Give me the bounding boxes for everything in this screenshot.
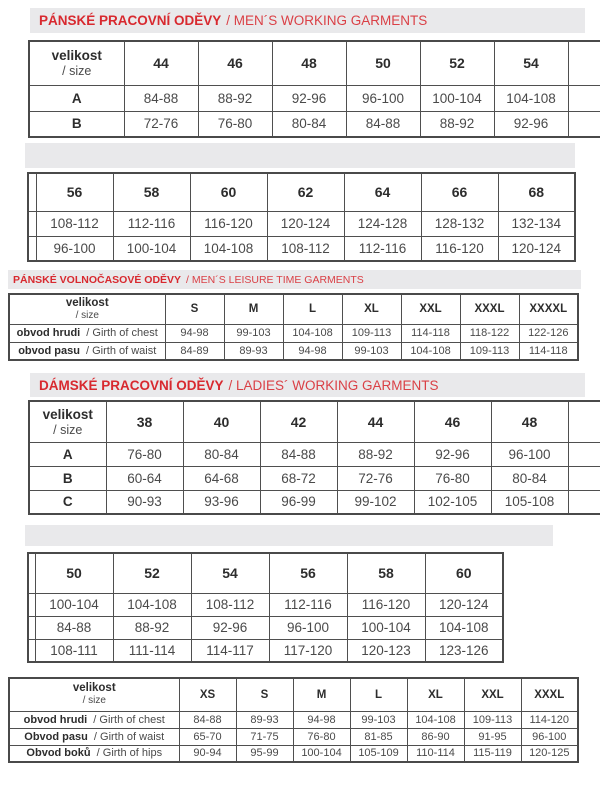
table-row-a [29,442,600,466]
corner-cell [29,401,106,442]
table-cell: L [350,678,407,711]
table-cell: 112-116 [344,236,421,261]
divider-band [25,525,553,546]
table-cell: 90-93 [106,490,183,514]
table-row-chest [9,711,578,728]
table-cell: 80-84 [272,111,346,137]
table-cell: 123-126 [425,639,503,662]
table-cell: XXXL [460,294,519,324]
table-cell: XXXL [521,678,578,711]
table-cell: XS [179,678,236,711]
row-label-english: / Girth of chest [93,713,165,726]
corner-velikost-label: velikost [65,296,109,309]
row-label-english: / Girth of hips [96,747,163,760]
size-header-row [28,553,503,593]
table-cell: 80-84 [183,442,260,466]
table-cell: 96-100 [36,236,113,261]
table-cell [568,85,600,111]
table-cell: 71-75 [236,728,293,745]
table-cell: 46 [414,401,491,442]
corner-velikost-label: velikost [42,406,93,422]
row-label-czech: obvod pasu [18,344,80,357]
table-cell: 111-114 [113,639,191,662]
table-cell: 94-98 [165,324,224,342]
table-cell: 72-76 [124,111,198,137]
table-cell: 64-68 [183,466,260,490]
row-label: B [29,111,124,137]
table-row-b [29,466,600,490]
table-cell: 96-100 [491,442,568,466]
section-title-czech: DÁMSKÉ PRACOVNÍ ODĚVY [39,377,224,393]
table-cell: 48 [272,41,346,85]
table-cell: 108-112 [267,236,344,261]
table-cell: 117-120 [269,639,347,662]
table-cell: 60-64 [106,466,183,490]
table-cell [568,490,600,514]
table-row-waist [9,728,578,745]
row-label [9,342,165,360]
row-label: A [29,85,124,111]
table-cell: 84-88 [260,442,337,466]
table-cell: 58 [113,173,190,211]
table-row-a [29,85,600,111]
table-cell: 40 [183,401,260,442]
table-cell: 68-72 [260,466,337,490]
size-table-mens-leisure [8,293,579,361]
row-label [9,745,179,762]
table-cell: 72-76 [337,466,414,490]
table-cell: 65-70 [179,728,236,745]
corner-size-label: / size [53,422,83,437]
table-cell: 99-103 [350,711,407,728]
corner-size-label: / size [62,64,92,79]
table-cell: 128-132 [421,211,498,236]
table-cell: 96-100 [346,85,420,111]
section-title-english: / LADIES´ WORKING GARMENTS [228,377,439,393]
table-cell: 100-104 [113,236,190,261]
table-cell: 92-96 [494,111,568,137]
corner-cell [9,678,179,711]
table-cell: 54 [191,553,269,593]
table-cell: 86-90 [407,728,464,745]
table-cell: M [293,678,350,711]
table-cell: 99-103 [224,324,283,342]
table-cell: 104-108 [190,236,267,261]
table-cell: 104-108 [425,616,503,639]
table-cell: 105-108 [491,490,568,514]
table-cell: 42 [260,401,337,442]
table-cell: 100-104 [35,593,113,616]
table-row-a [28,593,503,616]
table-cell: 88-92 [198,85,272,111]
table-cell: 81-85 [350,728,407,745]
table-cell: S [236,678,293,711]
row-label [9,728,179,745]
table-row-a [28,211,575,236]
table-cell: 50 [35,553,113,593]
corner-cell [9,294,165,324]
table-cell [568,466,600,490]
table-cell: 109-113 [342,324,401,342]
table-cell: XXXXL [519,294,578,324]
table-cell: XL [342,294,401,324]
table-row-b [29,111,600,137]
table-cell: 38 [106,401,183,442]
table-cell: 100-104 [293,745,350,762]
table-cell: 109-113 [460,342,519,360]
corner-velikost-label: velikost [72,682,116,695]
table-cell: 132-134 [498,211,575,236]
table-cell: 93-96 [183,490,260,514]
row-label-czech: obvod hrudi [23,713,88,726]
table-cell: 114-120 [521,711,578,728]
size-table-ladies-working-2 [27,552,504,663]
clipped-cell [28,173,36,211]
table-cell: 60 [190,173,267,211]
table-row-waist [9,342,578,360]
table-cell: 96-99 [260,490,337,514]
table-cell: 96-100 [521,728,578,745]
table-cell: 96-100 [269,616,347,639]
table-cell: 94-98 [293,711,350,728]
divider-band [25,143,575,168]
table-cell: 52 [113,553,191,593]
row-label-english: / Girth of waist [93,730,165,743]
table-cell: XL [407,678,464,711]
table-cell: 102-105 [414,490,491,514]
table-row-b [28,616,503,639]
table-cell: 120-125 [521,745,578,762]
clipped-cell [28,639,35,662]
row-label: C [29,490,106,514]
table-cell: 120-124 [267,211,344,236]
table-cell: 99-103 [342,342,401,360]
row-label-english: / Girth of chest [86,327,158,339]
corner-size-label: / size [82,695,106,707]
table-cell: 89-93 [236,711,293,728]
table-cell: 99-102 [337,490,414,514]
row-label-czech: Obvod boků [26,747,91,760]
table-row-b [28,236,575,261]
table-cell: 76-80 [198,111,272,137]
table-cell: 92-96 [272,85,346,111]
table-cell: S [165,294,224,324]
table-cell: 104-108 [401,342,460,360]
size-table-ladies-working-1 [28,400,600,515]
table-cell: 88-92 [337,442,414,466]
table-cell: 88-92 [113,616,191,639]
table-cell: 76-80 [414,466,491,490]
table-cell: 44 [337,401,414,442]
table-cell: 84-89 [165,342,224,360]
table-cell: 114-118 [401,324,460,342]
clipped-cell [28,593,35,616]
table-cell: 88-92 [420,111,494,137]
table-cell: 118-122 [460,324,519,342]
table-cell: 56 [36,173,113,211]
table-cell: 60 [425,553,503,593]
table-cell: M [224,294,283,324]
table-cell: 91-95 [464,728,521,745]
table-cell: 108-112 [191,593,269,616]
table-cell: 115-119 [464,745,521,762]
table-cell: 124-128 [344,211,421,236]
table-cell: 109-113 [464,711,521,728]
row-label: A [29,442,106,466]
table-cell: 52 [420,41,494,85]
table-cell: 95-99 [236,745,293,762]
section-title-mens-leisure [8,270,581,289]
corner-size-label: / size [75,309,99,321]
row-label [9,711,179,728]
table-cell: 56 [269,553,347,593]
table-cell: 94-98 [283,342,342,360]
table-cell: XXL [464,678,521,711]
table-cell: 104-108 [113,593,191,616]
table-cell: 112-116 [269,593,347,616]
size-header-row [29,401,600,442]
table-cell: 89-93 [224,342,283,360]
clipped-cell [28,211,36,236]
table-cell: 108-112 [36,211,113,236]
section-title-czech: PÁNSKÉ PRACOVNÍ ODĚVY [39,13,222,28]
size-header-row [29,41,600,85]
table-cell: 114-117 [191,639,269,662]
table-cell: 92-96 [414,442,491,466]
table-cell: 120-124 [425,593,503,616]
table-cell: 100-104 [420,85,494,111]
size-header-row [28,173,575,211]
table-cell: 110-114 [407,745,464,762]
size-header-row [9,678,578,711]
table-cell: 120-123 [347,639,425,662]
table-cell: 112-116 [113,211,190,236]
size-table-ladies-leisure [8,677,579,763]
table-cell: 76-80 [106,442,183,466]
table-cell: 105-109 [350,745,407,762]
row-label-czech: obvod hrudi [16,327,81,339]
table-cell: 108-111 [35,639,113,662]
table-cell: 48 [491,401,568,442]
corner-velikost-label: velikost [51,48,102,64]
table-row-chest [9,324,578,342]
row-label [9,324,165,342]
table-cell: 84-88 [346,111,420,137]
clipped-cell [28,236,36,261]
table-cell: 104-108 [283,324,342,342]
section-title-english: / MEN´S LEISURE TIME GARMENTS [186,273,364,286]
table-cell: 104-108 [407,711,464,728]
section-title-czech: PÁNSKÉ VOLNOČASOVÉ ODĚVY [13,273,182,286]
table-cell: L [283,294,342,324]
table-cell: 116-120 [421,236,498,261]
table-cell: 116-120 [190,211,267,236]
table-cell: 120-124 [498,236,575,261]
table-row-c [29,490,600,514]
table-cell: 44 [124,41,198,85]
table-cell: 116-120 [347,593,425,616]
table-cell: 84-88 [35,616,113,639]
row-label-english: / Girth of waist [86,344,157,357]
table-cell: 62 [267,173,344,211]
table-row-hips [9,745,578,762]
row-label-czech: Obvod pasu [24,730,88,743]
row-label: B [29,466,106,490]
table-cell: 50 [346,41,420,85]
table-cell: 92-96 [191,616,269,639]
corner-cell [29,41,124,85]
clipped-cell [28,553,35,593]
table-cell [568,41,600,85]
section-title-ladies-working [30,373,585,397]
table-cell: 114-118 [519,342,578,360]
table-cell: 54 [494,41,568,85]
table-cell: 80-84 [491,466,568,490]
table-cell [568,111,600,137]
table-cell [568,401,600,442]
size-table-mens-working-1 [28,40,600,138]
table-cell: XXL [401,294,460,324]
table-cell: 68 [498,173,575,211]
table-row-c [28,639,503,662]
size-table-mens-working-2 [27,172,576,262]
table-cell: 100-104 [347,616,425,639]
table-cell: 90-94 [179,745,236,762]
table-cell: 84-88 [179,711,236,728]
table-cell [568,442,600,466]
table-cell: 84-88 [124,85,198,111]
section-title-english: / MEN´S WORKING GARMENTS [226,13,428,28]
table-cell: 46 [198,41,272,85]
table-cell: 122-126 [519,324,578,342]
size-header-row [9,294,578,324]
table-cell: 66 [421,173,498,211]
table-cell: 58 [347,553,425,593]
table-cell: 64 [344,173,421,211]
section-title-mens-working [30,8,585,33]
table-cell: 76-80 [293,728,350,745]
clipped-cell [28,616,35,639]
table-cell: 104-108 [494,85,568,111]
